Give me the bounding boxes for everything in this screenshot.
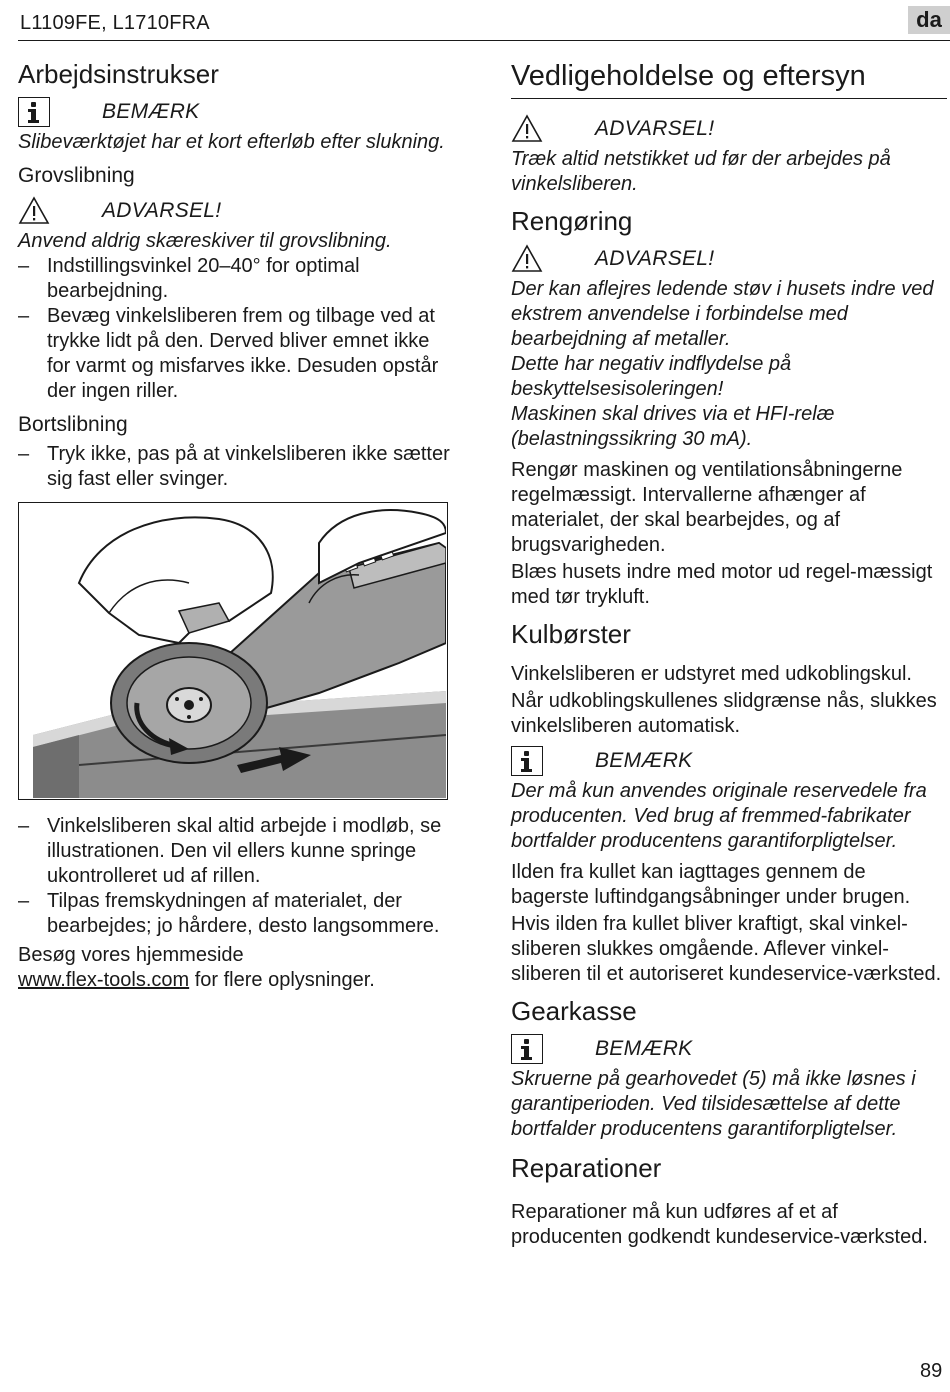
warning-triangle-icon [18, 196, 50, 226]
info-icon [18, 97, 50, 127]
paragraph: Når udkoblingskullenes slidgrænse nås, slukkes vinkelsliberen automatisk. [511, 690, 937, 737]
note-label: BEMÆRK [595, 1037, 693, 1060]
angle-grinder-illustration [18, 502, 448, 800]
paragraph: Rengør maskinen og ventilationsåbningerne regelmæssigt. Intervallerne afhænger af materialet, der skal bearbejdes, og af brugsvarigheden. [511, 459, 903, 556]
warning-label: ADVARSEL! [102, 199, 222, 222]
paragraph: Vinkelsliberen er udstyret med udkoblingskul. [511, 663, 912, 685]
note-callout [18, 96, 458, 128]
note-text: Slibeværktøjet har et kort efterløb efter slukning. [18, 131, 445, 153]
warning-text: Træk altid netstikket ud før der arbejdes på vinkelsliberen. [511, 148, 891, 195]
note-text: Der må kun anvendes originale reservedele fra producenten. Ved brug af fremmed-fabrikater bortfalder producentens garantiforpligtelser. [511, 780, 927, 852]
section-title-cleaning: Rengøring [511, 206, 633, 236]
language-badge: da [908, 6, 950, 34]
section-title-carbon-brushes: Kulbørster [511, 619, 631, 649]
paragraph: Hvis ilden fra kullet bliver kraftigt, skal vinkel-sliberen slukkes omgående. Aflever vinkel-sliberen til et autoriseret kundeservice-værksted. [511, 913, 942, 985]
info-icon [511, 746, 543, 776]
paragraph: Ilden fra kullet kan iagttages gennem de bagerste luftindgangsåbninger under brugen. [511, 861, 911, 908]
warning-text: Maskinen skal drives via et HFI-relæ (belastningssikring 30 mA). [511, 403, 835, 450]
note-text: Skruerne på gearhovedet (5) må ikke løsnes i garantiperioden. Ved tilsidesættelse af dette bortfalder producentens garantiforpligtelser. [511, 1068, 916, 1140]
list-item: – Tilpas fremskydningen af materialet, der bearbejdes; jo hårdere, desto langsommere. [18, 890, 440, 937]
warning-label: ADVARSEL! [595, 117, 715, 140]
info-icon [511, 1034, 543, 1064]
page-number: 89 [920, 1360, 943, 1382]
document-model-header: L1109FE, L1710FRA [20, 12, 210, 34]
warning-callout [511, 113, 947, 145]
note-label: BEMÆRK [102, 100, 200, 123]
warning-text: Anvend aldrig skæreskiver til grovslibning. [18, 230, 392, 252]
list-item: – Vinkelsliberen skal altid arbejde i modløb, se illustrationen. Den vil ellers kunne springe ukontrolleret ud af rillen. [18, 815, 442, 887]
website-link[interactable]: www.flex-tools.com [18, 969, 190, 991]
header-divider [18, 40, 950, 41]
list-item: – Bevæg vinkelsliberen frem og tilbage ved at trykke lidt på den. Derved bliver emnet ikke for varmt og misfarves ikke. Desuden opstår der ingen riller. [18, 305, 439, 402]
warning-text: Der kan aflejres ledende støv i husets indre ved ekstrem anvendelse i forbindelse med bearbejdning af metaller. [511, 278, 934, 350]
right-column [511, 58, 947, 1252]
warning-label: ADVARSEL! [595, 247, 715, 270]
warning-callout [511, 243, 947, 275]
section-title-rule [511, 98, 947, 99]
subsection-title-cutting: Bortslibning [18, 413, 128, 436]
paragraph: Reparationer må kun udføres af et af producenten godkendt kundeservice-værksted. [511, 1201, 928, 1248]
section-title-repairs: Reparationer [511, 1153, 662, 1183]
section-title-work-instructions: Arbejdsinstrukser [18, 59, 219, 89]
note-label: BEMÆRK [595, 749, 693, 772]
warning-callout [18, 195, 458, 227]
section-title-maintenance: Vedligeholdelse og eftersyn [511, 60, 866, 92]
website-paragraph: Besøg vores hjemmeside www.flex-tools.com for flere oplysninger. [18, 944, 375, 991]
warning-triangle-icon [511, 244, 543, 274]
note-callout [511, 1033, 947, 1065]
angle-grinder-drawing [19, 503, 446, 798]
warning-text: Dette har negativ indflydelse på beskyttelsesisoleringen! [511, 353, 792, 400]
subsection-title-rough-grinding: Grovslibning [18, 164, 135, 187]
paragraph: Blæs husets indre med motor ud regel-mæssigt med tør trykluft. [511, 561, 933, 608]
list-item: – Tryk ikke, pas på at vinkelsliberen ikke sætter sig fast eller svinger. [18, 443, 450, 490]
warning-triangle-icon [511, 114, 543, 144]
list-item: – Indstillingsvinkel 20–40° for optimal bearbejdning. [18, 255, 360, 302]
note-callout [511, 745, 947, 777]
left-column [18, 58, 458, 993]
section-title-gearbox: Gearkasse [511, 996, 637, 1026]
